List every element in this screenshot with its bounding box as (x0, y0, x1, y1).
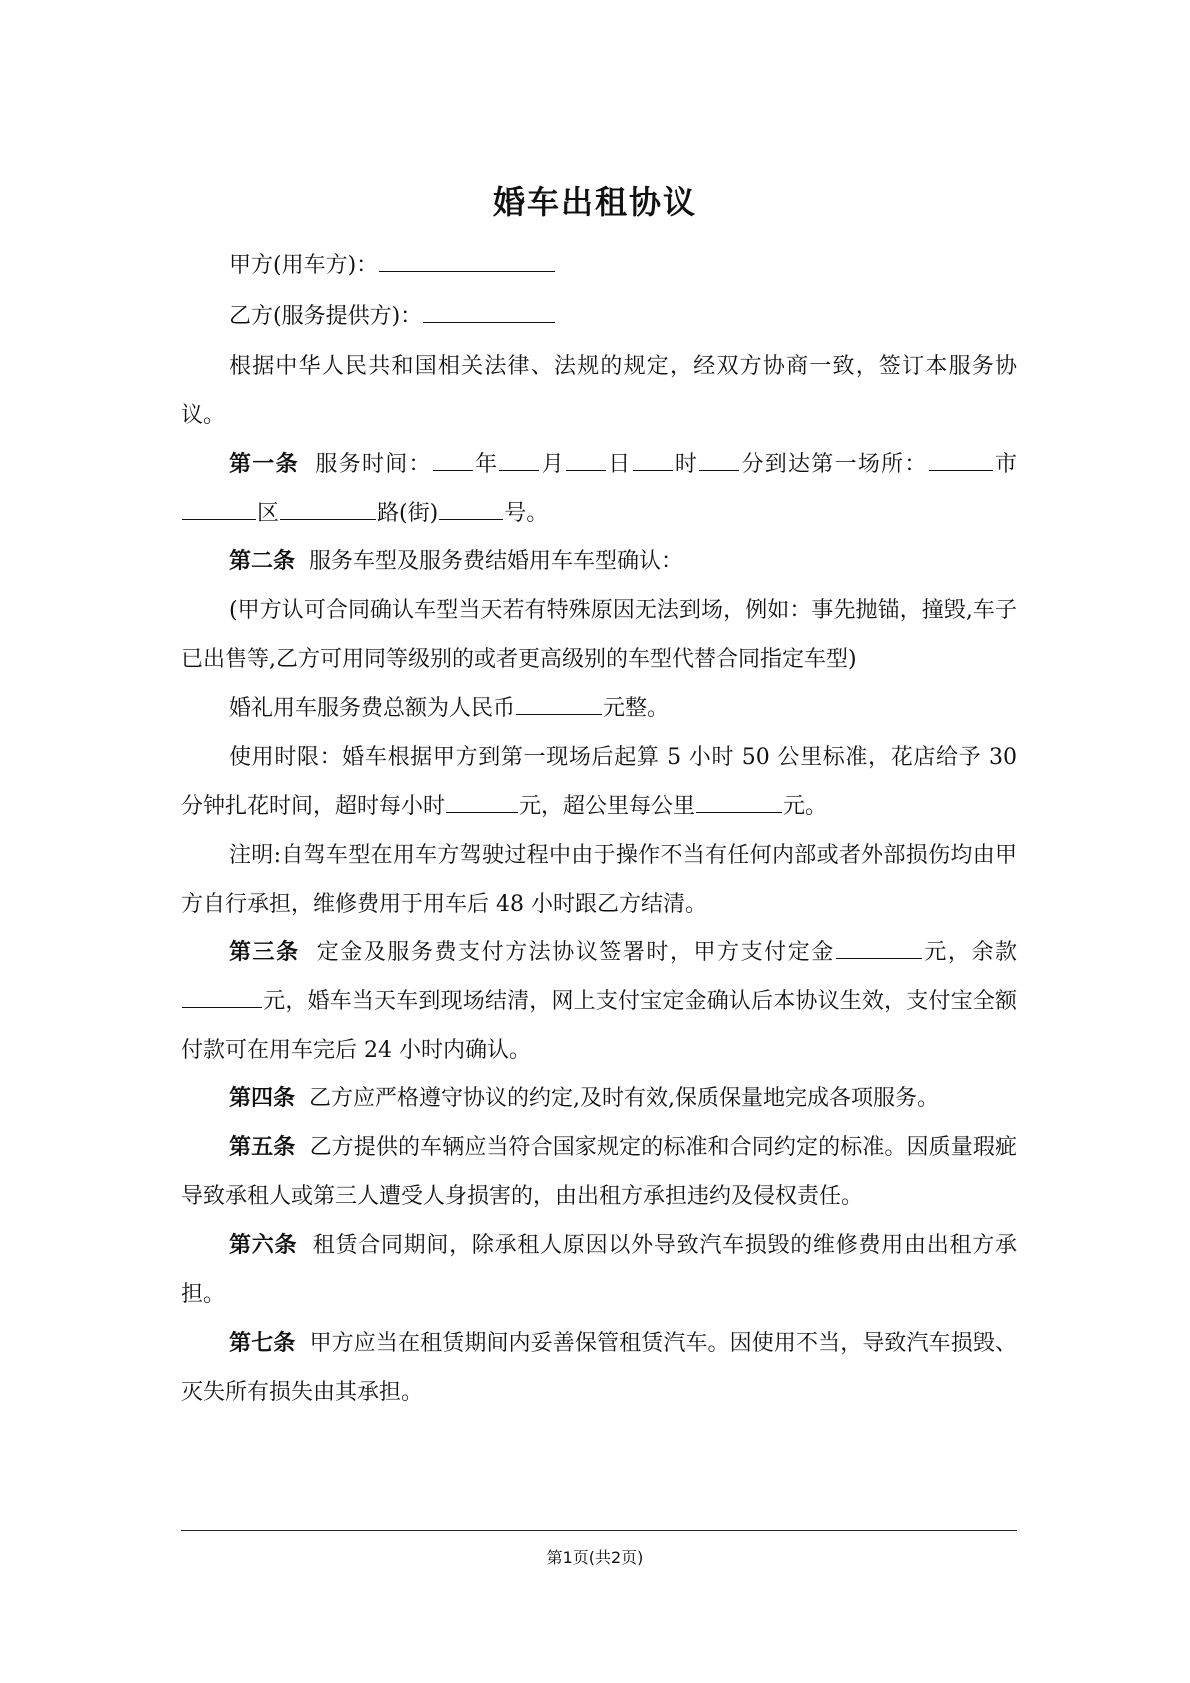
arrival-label: 分到达第一场所： (740, 452, 928, 477)
article-7 (181, 1319, 1017, 1417)
article-6-heading: 第六条 (229, 1233, 298, 1258)
article-2-note: (甲方认可合同确认车型当天若有特殊原因无法到场，例如：事先抛锚，撞毁,车子已出售等,乙方可用同等级别的或者更高级别的车型代替合同指定车型) (181, 598, 1017, 672)
party-a-line (181, 241, 1017, 290)
deposit-blank (836, 932, 922, 959)
district-label: 区 (257, 501, 280, 526)
document-title: 婚车出租协议 (492, 183, 697, 221)
page-number: 第1页(共2页) (546, 1548, 644, 1567)
party-b-line (181, 292, 1017, 341)
article-3-heading: 第三条 (229, 940, 300, 965)
article-4-heading: 第四条 (229, 1086, 296, 1111)
article-5-heading: 第五条 (229, 1135, 296, 1160)
year-blank (433, 444, 473, 471)
payment-text: 元，婚车当天车到现场结清，网上支付宝定金确认后本协议生效，支付宝全额付款可在用车完后 24 小时内确认。 (181, 989, 1017, 1063)
article-1 (181, 440, 1017, 538)
article-2-text: 服务车型及服务费结婚用车车型确认： (309, 549, 684, 574)
article-6-text: 租赁合同期间，除承租人原因以外导致汽车损毁的维修费用由出租方承担。 (181, 1233, 1017, 1307)
city-label: 市 (993, 452, 1017, 477)
article-5 (181, 1123, 1017, 1221)
road-blank (280, 493, 376, 520)
party-a-label: 甲方(用车方)： (229, 253, 379, 278)
number-blank (439, 493, 503, 520)
district-blank (182, 493, 256, 520)
preamble: 根据中华人民共和国相关法律、法规的规定，经双方协商一致，签订本服务协议。 (181, 354, 1017, 428)
month-label: 月 (540, 452, 565, 477)
article-3 (181, 928, 1017, 1075)
party-a-blank (379, 245, 555, 272)
fee-suffix: 元整。 (603, 696, 670, 721)
party-b-blank (423, 296, 555, 323)
hour-blank (633, 444, 673, 471)
day-blank (566, 444, 606, 471)
article-2-heading: 第二条 (229, 549, 296, 574)
hour-label: 时 (673, 452, 699, 477)
balance-blank (182, 981, 262, 1008)
deposit-text: 定金及服务费支付方法协议签署时，甲方支付定金 (316, 940, 835, 965)
article-4 (181, 1074, 1017, 1123)
place-blank (929, 444, 993, 471)
article-7-heading: 第七条 (229, 1331, 296, 1356)
footer-divider (181, 1530, 1017, 1531)
party-b-label: 乙方(服务提供方)： (229, 304, 423, 329)
over-km-blank (696, 786, 782, 813)
number-label: 号。 (504, 501, 549, 526)
overtime-blank (446, 786, 518, 813)
fee-prefix: 婚礼用车服务费总额为人民币 (229, 696, 516, 721)
year-label: 年 (473, 452, 499, 477)
article-5-text: 乙方提供的车辆应当符合国家规定的标准和合同约定的标准。因质量瑕疵导致承租人或第三人遭受人身损害的，由出租方承担违约及侵权责任。 (181, 1135, 1017, 1209)
balance-text: 元，余款 (922, 940, 1017, 965)
month-blank (499, 444, 539, 471)
minute-blank (699, 444, 739, 471)
limit-suffix: 元。 (783, 794, 828, 819)
article-7-text: 甲方应当在租赁期间内妥善保管租赁汽车。因使用不当，导致汽车损毁、灭失所有损失由其承担。 (181, 1331, 1017, 1405)
remark-line: 注明:自驾车型在用车方驾驶过程中由于操作不当有任何内部或者外部损伤均由甲方自行承担，维修费用于用车后 48 小时跟乙方结清。 (181, 843, 1017, 917)
limit-prefix: 使用时限：婚车根据甲方到第一现场后起算 5 小时 50 公里标准，花店给予 30 分钟扎花时间，超时每小时 (181, 745, 1017, 819)
time-limit-line (181, 733, 1017, 831)
limit-mid: 元，超公里每公里 (519, 794, 696, 819)
article-4-text: 乙方应严格遵守协议的约定,及时有效,保质保量地完成各项服务。 (309, 1086, 940, 1111)
article-6 (181, 1221, 1017, 1319)
day-label: 日 (607, 452, 632, 477)
road-label: 路(街) (377, 501, 439, 526)
article-2 (181, 537, 1017, 586)
service-fee-line (181, 684, 1017, 733)
fee-blank (516, 688, 602, 715)
article-1-text: 服务时间： (315, 452, 432, 477)
article-1-heading: 第一条 (229, 452, 299, 477)
